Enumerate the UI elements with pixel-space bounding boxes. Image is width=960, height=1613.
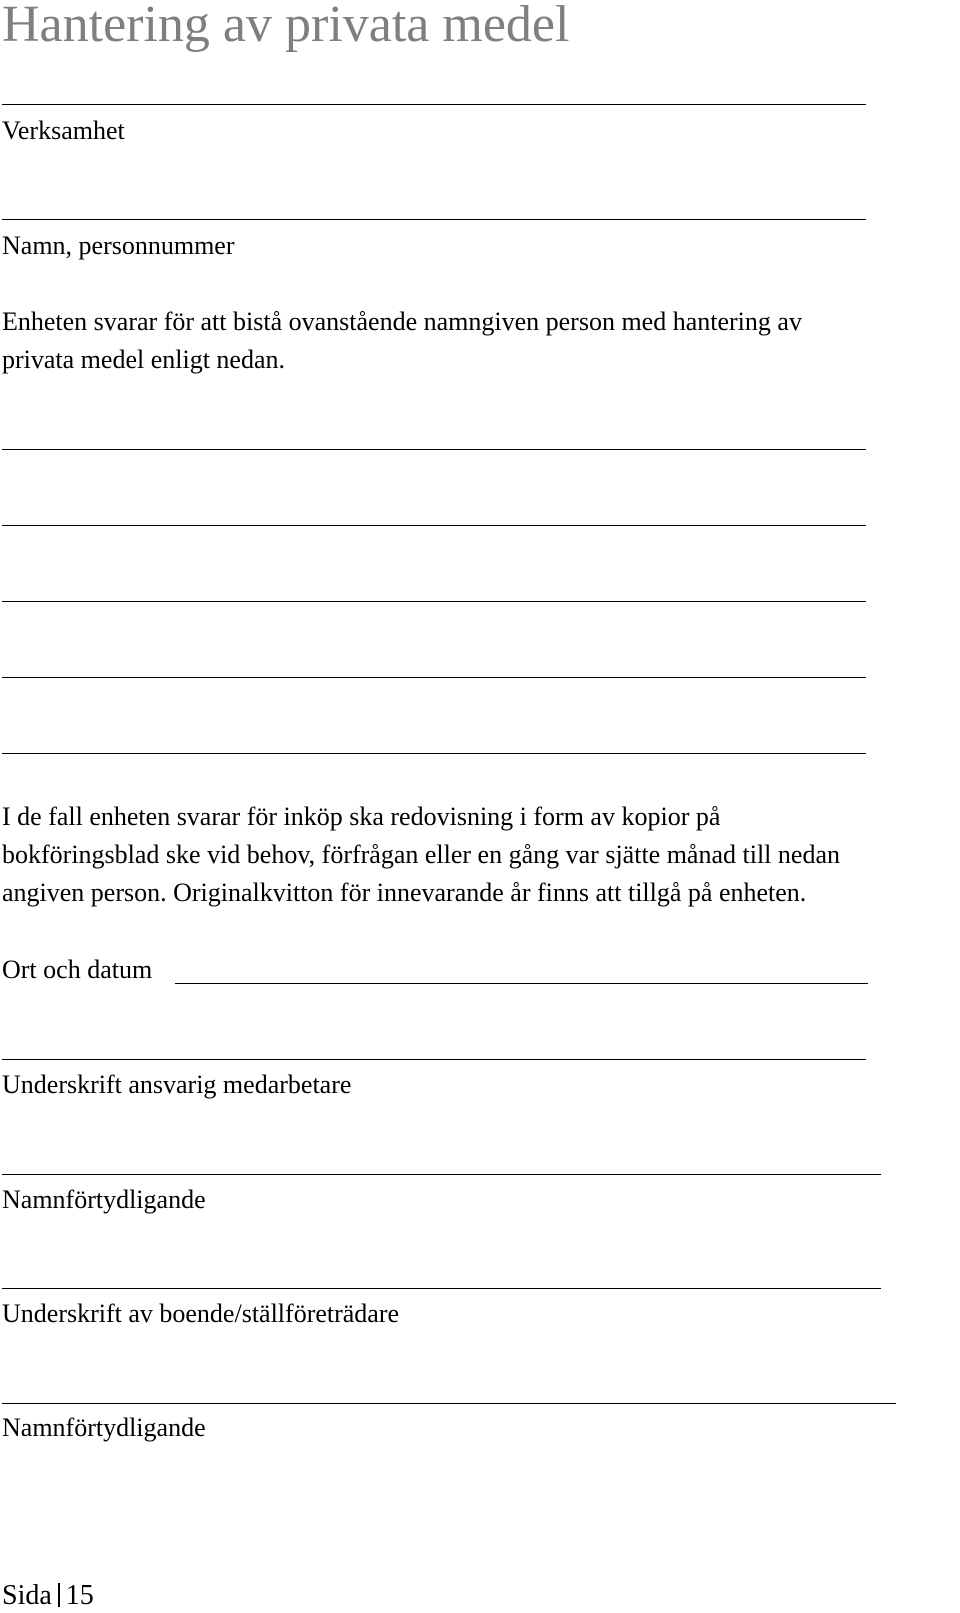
namnfortydligande-1-label: Namnförtydligande bbox=[2, 1185, 206, 1214]
blank-line-3[interactable] bbox=[2, 601, 866, 602]
underskrift-boende-line[interactable] bbox=[2, 1288, 881, 1289]
namnfortydligande-1-line[interactable] bbox=[2, 1174, 881, 1175]
namn-personnummer-label: Namn, personnummer bbox=[2, 231, 235, 260]
underskrift-medarbetare-line[interactable] bbox=[2, 1059, 866, 1060]
page-title: Hantering av privata medel bbox=[2, 0, 570, 53]
purchase-note-paragraph bbox=[2, 798, 840, 912]
page-word: Sida bbox=[2, 1580, 52, 1611]
namnfortydligande-2-line[interactable] bbox=[2, 1403, 896, 1404]
blank-line-4[interactable] bbox=[2, 677, 866, 678]
verksamhet-label: Verksamhet bbox=[2, 116, 125, 145]
intro-paragraph bbox=[2, 303, 802, 379]
page-footer bbox=[2, 1579, 94, 1613]
verksamhet-line[interactable] bbox=[2, 104, 866, 105]
purchase-note-line-1: I de fall enheten svarar för inköp ska redovisning i form av kopior på bbox=[2, 802, 721, 831]
blank-line-2[interactable] bbox=[2, 525, 866, 526]
intro-line-1: Enheten svarar för att bistå ovanstående namngiven person med hantering av bbox=[2, 307, 802, 336]
namn-personnummer-line[interactable] bbox=[2, 219, 866, 220]
purchase-note-line-3: angiven person. Originalkvitton för innevarande år finns att tillgå på enheten. bbox=[2, 878, 807, 907]
ort-datum-line[interactable] bbox=[175, 983, 868, 984]
namnfortydligande-2-label: Namnförtydligande bbox=[2, 1413, 206, 1442]
intro-line-2: privata medel enligt nedan. bbox=[2, 345, 286, 374]
page-number: 15 bbox=[65, 1580, 94, 1611]
ort-datum-label: Ort och datum bbox=[2, 955, 153, 984]
underskrift-medarbetare-label: Underskrift ansvarig medarbetare bbox=[2, 1070, 352, 1099]
purchase-note-line-2: bokföringsblad ske vid behov, förfrågan eller en gång var sjätte månad till nedan bbox=[2, 840, 840, 869]
underskrift-boende-label: Underskrift av boende/ställföreträdare bbox=[2, 1299, 400, 1328]
blank-line-5[interactable] bbox=[2, 753, 866, 754]
blank-line-1[interactable] bbox=[2, 449, 866, 450]
page-separator bbox=[58, 1583, 60, 1607]
